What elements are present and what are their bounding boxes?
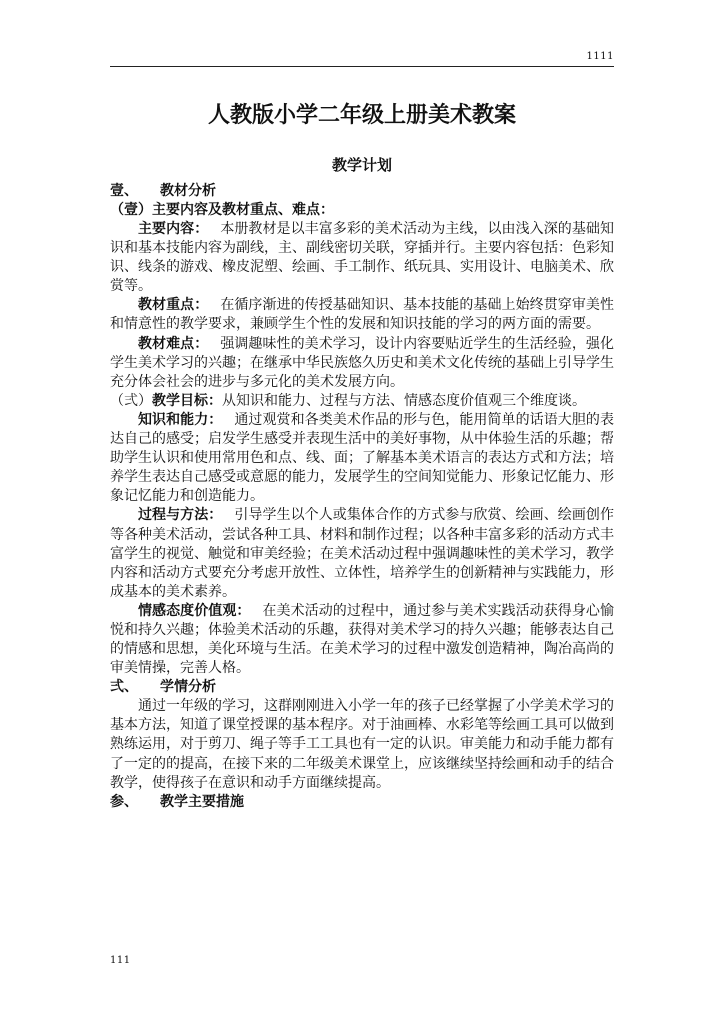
section-2-title: 学情分析 [160, 679, 216, 696]
teaching-goals-text: 从知识和能力、过程与方法、情感态度价值观三个维度谈。 [222, 392, 586, 409]
teaching-goals-prefix: （弍） [110, 392, 152, 409]
paragraph-main-content [110, 220, 614, 296]
section-3-title: 教学主要措施 [160, 793, 244, 810]
section-3-heading [110, 793, 614, 812]
teaching-goals-label: 教学目标： [152, 392, 222, 409]
section-1-heading [110, 182, 614, 201]
paragraph-teaching-goals [110, 392, 614, 411]
section-1-number: 壹、 [110, 183, 138, 199]
key-point-label: 教材重点： [138, 297, 209, 314]
emotion-text: 在美术活动的过程中，通过参与美术实践活动获得身心愉悦和持久兴趣；体验美术活动的乐趣，获得对美术学习的持久兴趣；能够表达自己的情感和思想，美化环境与生活。在美术学习的过程中激发创造精神，陶冶高尚的审美情操，完善人格。 [110, 602, 614, 677]
knowledge-label: 知识和能力： [138, 411, 223, 428]
key-point-text: 在循序渐进的传授基础知识、基本技能的基础上始终贯穿审美性和情意性的教学要求，兼顾学生个性的发展和知识技能的学习的两方面的需要。 [110, 297, 614, 333]
paragraph-process [110, 506, 614, 601]
section-3-number: 参、 [110, 793, 138, 810]
section-1-title: 教材分析 [160, 183, 216, 199]
header-page-number: 1111 [586, 51, 614, 62]
paragraph-knowledge [110, 411, 614, 506]
paragraph-learner-analysis: 通过一年级的学习，这群刚刚进入小学一年的孩子已经掌握了小学美术学习的基本方法，知道了课堂授课的基本程序。对于油画棒、水彩笔等绘画工具可以做到熟练运用，对于剪刀、绳子等手工工具也有一定的认识。审美能力和动手能力都有了一定的的提高，在接下来的二年级美术课堂上，应该继续坚持绘画和动手的结合教学，使得孩子在意识和动手方面继续提高。 [110, 698, 614, 791]
section-2-number: 弍、 [110, 679, 138, 696]
main-content-label: 主要内容： [138, 221, 209, 237]
document-body [110, 100, 614, 812]
paragraph-emotion [110, 602, 614, 678]
paragraph-difficulty [110, 335, 614, 392]
difficulty-label: 教材难点： [138, 335, 209, 352]
section-2-heading [110, 678, 614, 697]
subsection-1-heading: （壹）主要内容及教材重点、难点： [110, 202, 334, 218]
process-label: 过程与方法： [138, 507, 223, 524]
knowledge-text: 通过观赏和各类美术作品的形与色，能用简单的话语大胆的表达自己的感受；启发学生感受并表现生活中的美好事物，从中体验生活的乐趣；帮助学生认识和使用常用色和点、线、面；了解基本美术语言的表达方式和方法；培养学生表达自己感受或意愿的能力，发展学生的空间知觉能力、形象记忆能力、形象记忆能力和创造能力。 [110, 411, 614, 505]
process-text: 引导学生以个人或集体合作的方式参与欣赏、绘画、绘画创作等各种美术活动，尝试各种工具、材料和制作过程；以各种丰富多彩的活动方式丰富学生的视觉、触觉和审美经验；在美术活动过程中强调趣味性的美术学习，教学内容和活动方式要充分考虑开放性、立体性，培养学生的创新精神与实践能力，形成基本的美术素养。 [110, 507, 614, 600]
main-content-text: 本册教材是以丰富多彩的美术活动为主线，以由浅入深的基础知识和基本技能内容为副线，主、副线密切关联，穿插并行。主要内容包括：色彩知识、线条的游戏、橡皮泥塑、绘画、手工制作、纸玩具、实用设计、电脑美术、欣赏等。 [110, 221, 614, 295]
footer-page-number: 111 [110, 955, 131, 966]
document-subtitle: 教学计划 [331, 156, 392, 174]
document-title: 人教版小学二年级上册美术教案 [207, 103, 516, 128]
emotion-label: 情感态度价值观： [138, 602, 251, 619]
difficulty-text: 强调趣味性的美术学习，设计内容要贴近学生的生活经验，强化学生美术学习的兴趣；在继承中华民族悠久历史和美术文化传统的基础上引导学生充分体会社会的进步与多元化的美术发展方向。 [110, 335, 614, 390]
paragraph-key-point [110, 296, 614, 334]
header-rule [110, 66, 614, 67]
